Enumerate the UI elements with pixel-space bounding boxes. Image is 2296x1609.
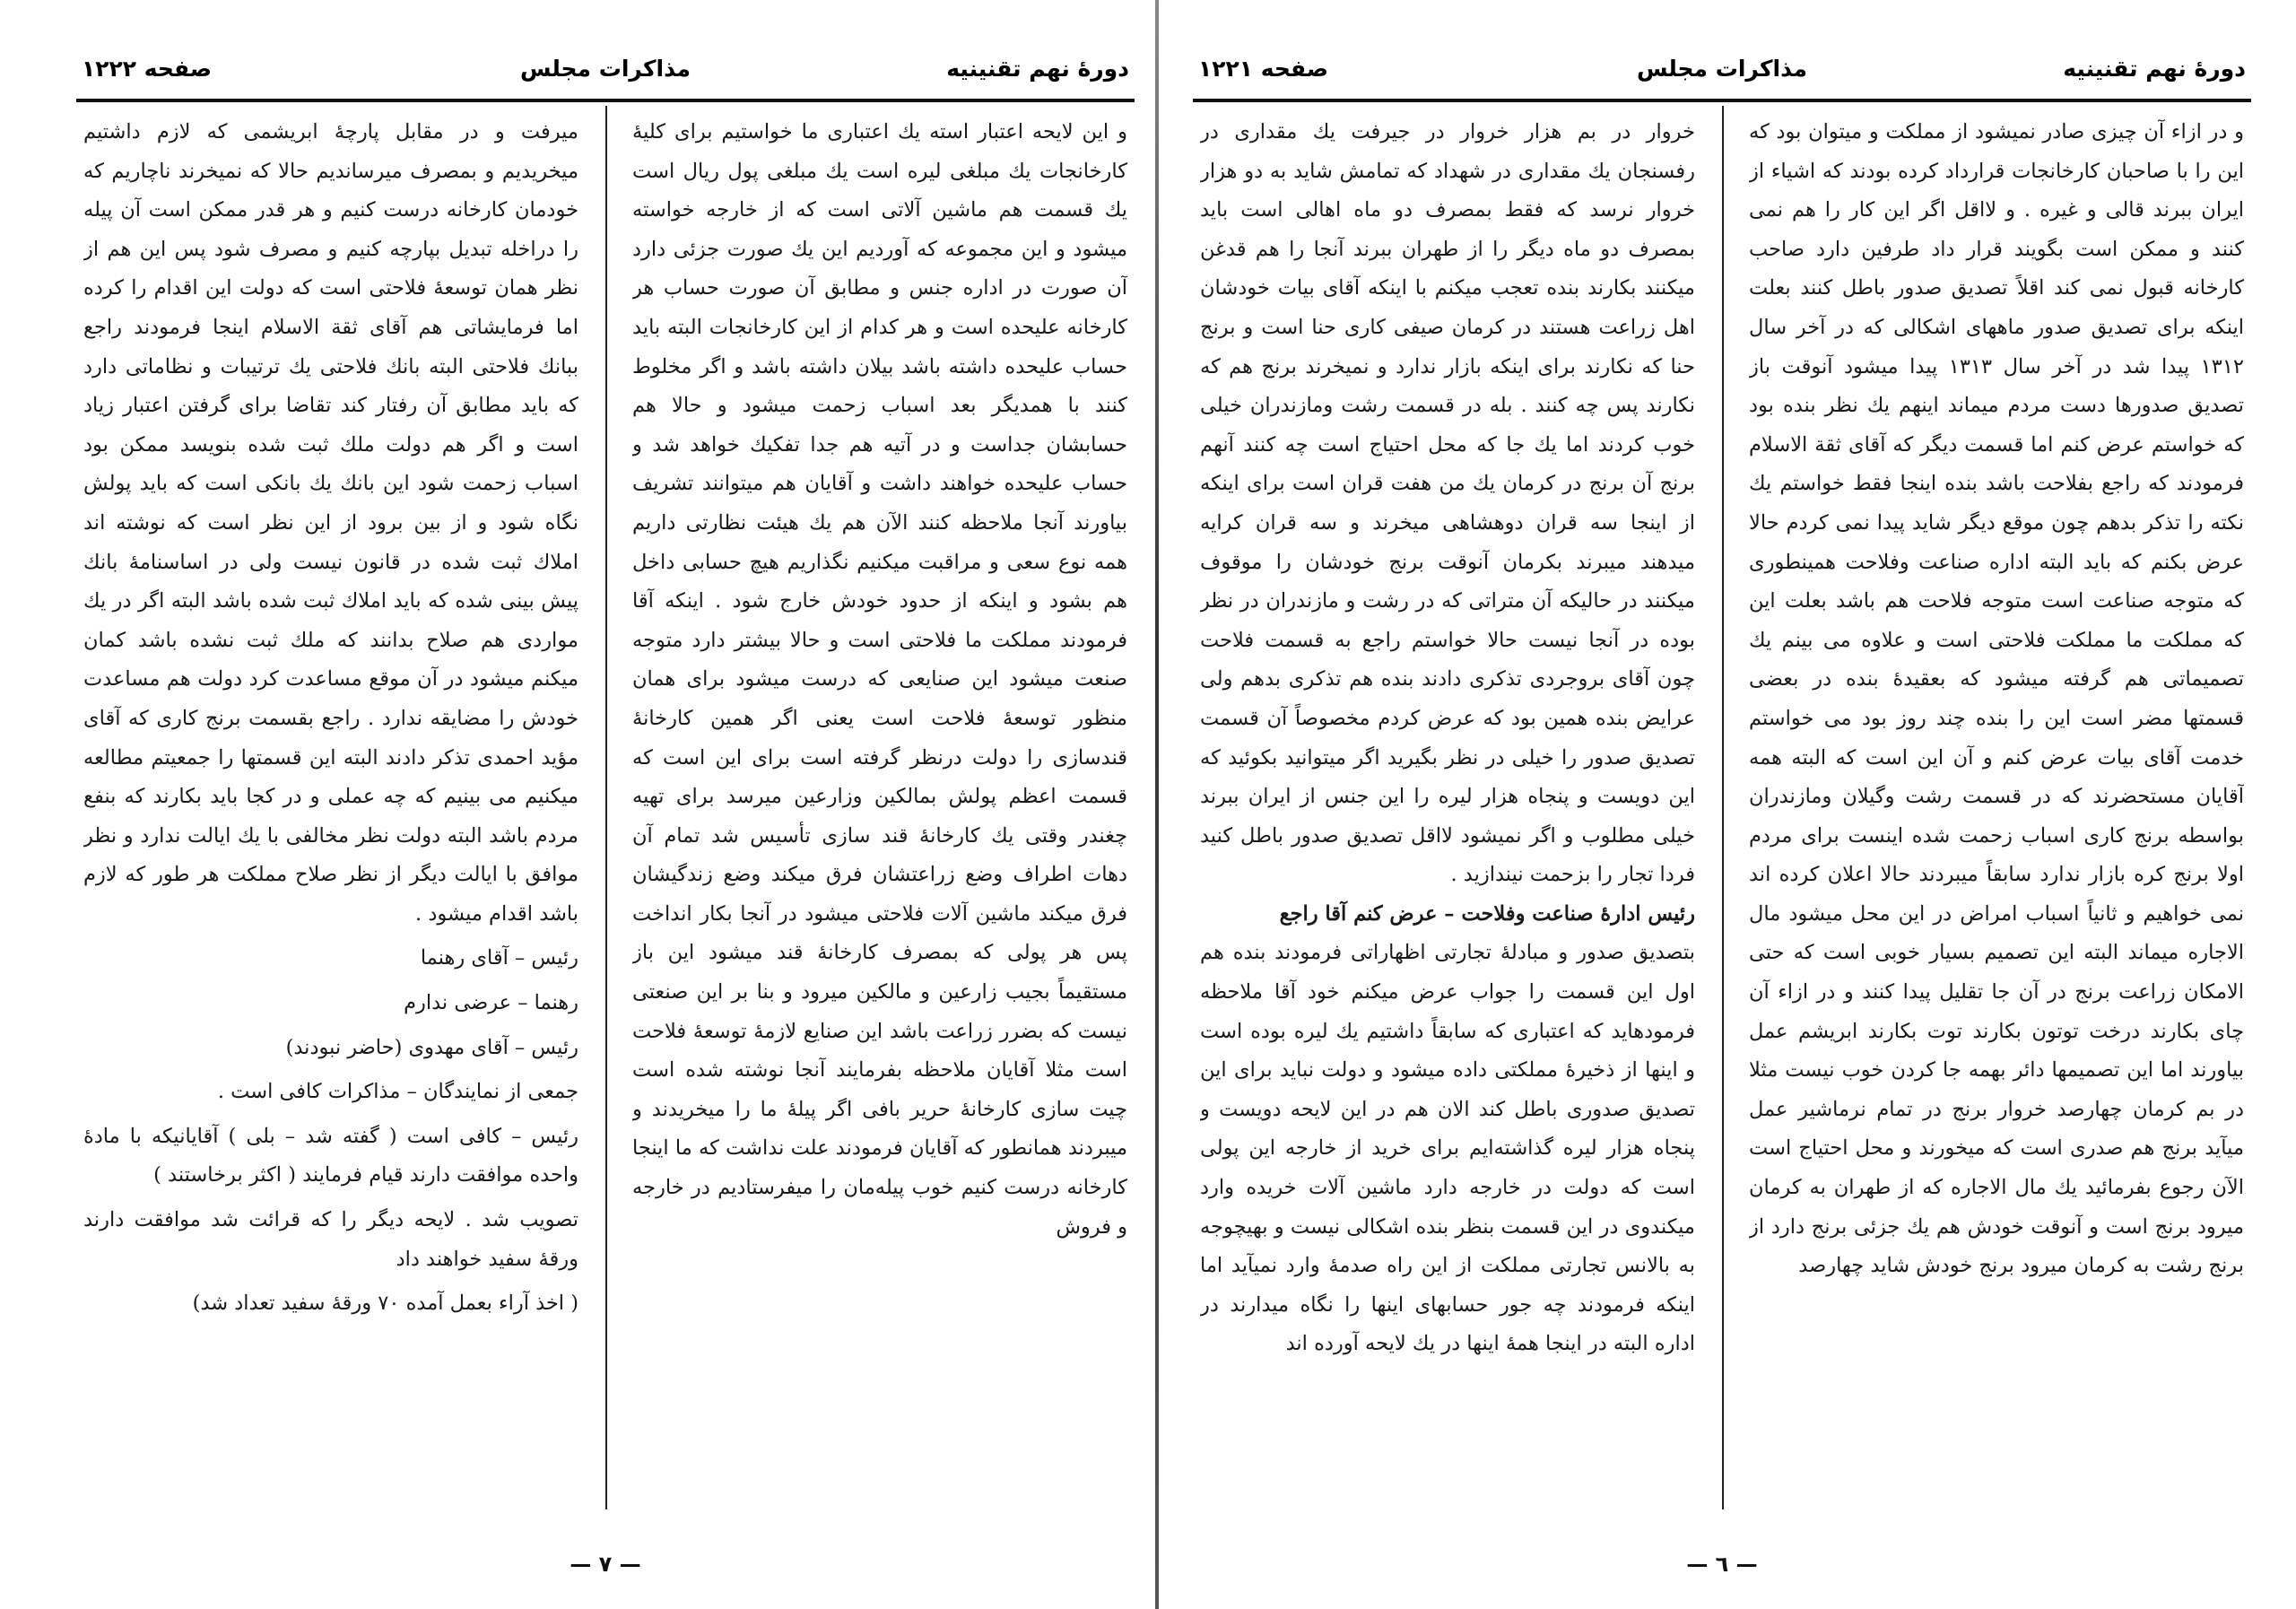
header-rule [1193,99,2251,102]
header-title: مذاکرات مجلس [519,56,691,82]
body-paragraph: و در ازاء آن چیزی صادر نمیشود از مملکت و میتوان بود که این را با صاحبان کارخانجات قرارداد کرده بودند که اشیاء از ایران ببرند قالی و غیره . و لااقل اگر این کار را هم نمی کنند و ممکن است بگویند قرار داد طرفین دارد صاحب کارخانه قبول نمی کند اقلاً تصدیق صدور باطل کنند بعلت اینکه برای تصدیق صدور ماههای اشکالی که در آخر سال ۱۳۱۲ پیدا شد در آخر سال ۱۳۱۳ پیدا میشود آنوقت باز تصدیق صدورها دست مردم میماند اینهم یك نظر بنده بود که خواستم عرض کنم اما قسمت دیگر که آقای ثقة الاسلام فرمودند که راجع بفلاحت باشد بنده اینجا فقط خواستم یك نکته را تذکر بدهم چون موقع دیگر شاید پیدا نمی کردم حالا عرض بکنم که باید البته اداره صناعت وفلاحت همینطوری که متوجه صناعت است متوجه فلاحت هم باشد بعلت این که مملکت ما مملکت فلاحتی است و علاوه می بینم یك تصمیماتی هم گرفته میشود که بعقیدهٔ بنده در بعضی قسمتها مضر است این را بنده چند روز بود می خواستم خدمت آقای بیات عرض کنم و آن این است که البته همه آقایان مستحضرند که در قسمت رشت وگیلان ومازندران بواسطه برنج کاری اسباب زحمت شده اینست برای مردم اولا برنج کره بازار ندارد سابقاً میبردند حالا اعلان کرده اند نمی خواهیم و ثانیاً اسباب امراض در این محل میشود مال الاجاره میماند البته این تصمیم بسیار خوبی است که حتی الامکان زراعت برنج در آن جا تقلیل پیدا کنند و در ازاء آن چای بکارند درخت توتون بکارند توت بکارند ابریشم عمل بیاورند اما این تصمیمها دائر بهمه جا کردن خوب نیست مثلا در بم کرمان چهارصد خروار برنج در تمام نرماشیر عمل میآید برنج هم صدری است که میخورند و محل احتیاج است الآن رجوع بفرمائید یك مال الاجاره که از طهران به کرمان میرود برنج است و آنوقت خودش هم یك جزئی برنج دارد از برنج رشت به کرمان میرود برنج خودش شاید چهارصد [1749,120,2244,1278]
header-period: دورهٔ نهم تقنینیه [2063,56,2246,82]
roll-call-line: رئیس – آقای مهدوی (حاضر نبودند) [285,1035,578,1059]
column-divider [1722,106,1724,1509]
roll-call-line: رئیس – کافی است ( گفته شد – بلی ) آقایانیکه با مادهٔ واحده موافقت دارند قیام فرمایند ( اکثر برخاستند ) [83,1124,578,1187]
book-gutter [1155,0,1159,1609]
approval-line: تصویب شد . لایحه دیگر را که قرائت شد موافقت دارند ورقهٔ سفید خواهند داد [83,1208,578,1271]
vote-note: ( اخذ آراء بعمل آمده ۷۰ ورقهٔ سفید تعداد شد) [192,1292,578,1316]
column-divider [605,106,607,1509]
roll-call [83,939,578,1279]
body-paragraph: میرفت و در مقابل پارچهٔ ابریشمی كه لازم داشتیم میخریدیم و بمصرف میرساندیم حالا كه نمیخرند ناچاریم كه خودمان كارخانه درست كنیم و هر قدر ممكن است آن پیله را دراخله تبدیل بپارچه كنیم و مصرف شود پس این هم از نظر همان توسعهٔ فلاحتی است كه دولت این اقدام را كرده اما فرمایشاتی هم آقای ثقة الاسلام اینجا فرمودند راجع ببانك فلاحتی البته بانك فلاحتی یك ترتیبات و نظاماتی دارد كه باید مطابق آن رفتار كند تقاضا برای گرفتن اعتبار زیاد است و اگر هم دولت ملك ثبت شده بنویسد ممكن بود اسباب زحمت شود این بانك یك بانكی است كه باید پولش نگاه شود و از بین برود از این نظر است كه نوشته اند املاك ثبت شده در قانون نیست ولی در اساسنامهٔ بانك پیش بینی شده كه باید املاك ثبت شده باشد البته اگر در یك مواردی هم صلاح بدانند كه ملك ثبت نشده باشد كمان میكنم میشود در آن موقع مساعدت كرد دولت هم مساعدت خودش را مضایقه ندارد . راجع بقسمت برنج كاری كه آقای مؤید احمدی تذكر دادند البته این قسمتها را جمعیتم مطالعه میكنیم می بینیم كه چه عملی و در كجا باید بكارند كه بنفع مردم باشد البته دولت نظر مخالفی با یك ایالت ندارد و نظر موافق با ایالت دیگر از نظر صلاح مملكت هر طور كه لازم باشد اقدام میشود . [83,120,578,926]
speaker-name: رئیس ادارهٔ صناعت وفلاحت – عرض کنم آقا راجع [1279,901,1695,926]
speech-paragraph: بتصدیق صدور و مبادلهٔ تجارتی اظهاراتی فرمودند بنده هم اول این قسمت را جواب عرض میکنم خود آقا ملاحظه فرمودهاید که اعتباری که سابقاً داشتیم یك لیره بوده است و اینها از ذخیرهٔ مملکتی داده میشود و دولت نباید برای این تصدیق صدوری باطل کند الان هم در این لایحه دویست و پنجاه هزار لیره گذاشته‌ایم برای خرید از خارجه این پولی است که دولت در خارجه دارد ماشین آلات خریده وارد میکندوی در این قسمت بنظر بنده اشکالی نیست و بهیچوجه به بالانس تجارتی مملکت از این راه صدمهٔ وارد نمیآید اما اینکه فرمودند چه جور حسابهای اینها را نگاه میدارند در اداره البته در اینجا همهٔ اینها در یك لایحه آورده اند [1200,941,1695,1356]
header-page-number: صفحه ۱۲۲۱ [1198,56,1329,82]
header-period: دورهٔ نهم تقنینیه [946,56,1129,82]
right-page [1193,16,2251,1595]
text-column-right [632,113,1127,1496]
page-header [1193,54,2251,93]
speaker-heading [1200,895,1695,935]
roll-call-line: رئیس – آقای رهنما [420,946,578,970]
header-rule [76,99,1135,102]
header-title: مذاکرات مجلس [1636,56,1807,82]
text-column-right [1749,113,2244,1496]
text-column-left [83,113,578,1496]
header-page-number: صفحه ۱۲۲۲ [82,56,213,82]
body-paragraph: و این لایحه اعتبار استه یك اعتباری ما خواستیم برای کلیهٔ کارخانجات یك مبلغی لیره است یك مبلغی پول ریال است یك قسمت هم ماشین آلاتی است كه از خارجه خواسته میشود و این مجموعه كه آوردیم این یك صورت جزئی دارد آن صورت در اداره جنس و مطابق آن صورت حساب هر كارخانه علیحده است و هر كدام از این كارخانجات البته باید حساب علیحده داشته باشد بیلان داشته باشد و اگر مخلوط كنند با همدیگر بعد اسباب زحمت میشود و حالا هم حسابشان جداست و در آتیه هم جدا تفكیك خواهد شد و حساب علیحده خواهند داشت و آقایان هم میتوانند تشریف بیاورند آنجا ملاحظه كنند الآن هم یك هیئت نظارتی داریم همه نوع سعی و مراقبت میكنیم نگذاریم هیچ حسابی داخل هم بشود و اینكه از حدود خودش خارج شود . اینكه آقا فرمودند مملكت ما فلاحتی است و حالا بیشتر دارد متوجه صنعت میشود این صنایعی كه درست میشود برای همان منظور توسعهٔ فلاحت است یعنی اگر همین كارخانهٔ قندسازی را دولت درنظر گرفته است برای این است كه قسمت اعظم پولش بمالكین وزارعین میرسد برای تهیه چغندر وقتی یك كارخانهٔ قند سازی تأسیس شد تمام آن دهات اطراف وضع زراعتشان فرق میكند وضع زندگیشان فرق میكند ماشین آلات فلاحتی میشود در آنجا بكار انداخت پس هر پولی كه بمصرف كارخانهٔ قند میشود این باز مستقیماً بجیب زارعین و مالكین میرود و بنا بر این صنعتی نیست كه بضرر زراعت باشد این صنایع لازمهٔ توسعهٔ فلاحت است مثلا آقایان ملاحظه بفرمایند آنجا نوشته شده است چیت سازی كارخانهٔ حریر بافی اگر پیلهٔ ما را میخریدند و میبردند همانطور كه آقایان فرمودند علت نداشت كه ما اینجا كارخانه درست كنیم خوب پیله‌مان را میفرستادیم در خارجه و فروش [632,120,1127,1239]
body-paragraph: خروار در بم هزار خروار در جیرفت یك مقداری در رفسنجان یك مقداری در شهداد که تمامش شاید به دو هزار خروار نرسد که فقط بمصرف دو ماه اهالی است باید بمصرف دو ماه دیگر را از طهران ببرند آنجا را هم قدغن میکنند بکارند بنده تعجب میکنم با اینکه آقای بیات خودشان اهل زراعت هستند در کرمان صیفی کاری حنا است و برنج حنا که نکارند برای اینکه بازار ندارد و نمیخرند برنج هم که نکارند پس چه کنند . بله در قسمت رشت ومازندران خیلی خوب کردند اما یك جا که محل احتیاج است چه کنند آنهم برنج آن برنج در کرمان یك من هفت قران است برای اینکه از اینجا سه قران دوهشاهی میخرند و سه قران کرایه میدهند میبرند بکرمان آنوقت برنج خودشان را موقوف میکنند در حالیکه آن متراتی که در رشت و مازندران در نظر بوده در آنجا نیست حالا خواستم راجع به قسمت فلاحت چون آقای بروجردی تذکری دادند بنده هم تذکری بدهم ولی عرایض بنده همین بود که عرض کردم مخصوصاً آن قسمت تصدیق صدور را خیلی در نظر بگیرید اگر میتوانید بکوئید که این دویست و پنجاه هزار لیره را این جنس از ایران ببرند خیلی مطلوب و اگر نمیشود لااقل تصدیق صدور باطل کنید فردا تجار را بزحمت نیندازید . [1200,120,1695,887]
folio: — ٦ — [1686,1552,1758,1577]
text-column-left [1200,113,1695,1496]
page-header [76,54,1135,93]
roll-call-line: رهنما – عرضی ندارم [404,991,578,1015]
roll-call-line: جمعی از نمایندگان – مذاکرات کافی است . [217,1080,578,1104]
folio: — ۷ — [570,1552,641,1577]
left-page [76,16,1135,1595]
